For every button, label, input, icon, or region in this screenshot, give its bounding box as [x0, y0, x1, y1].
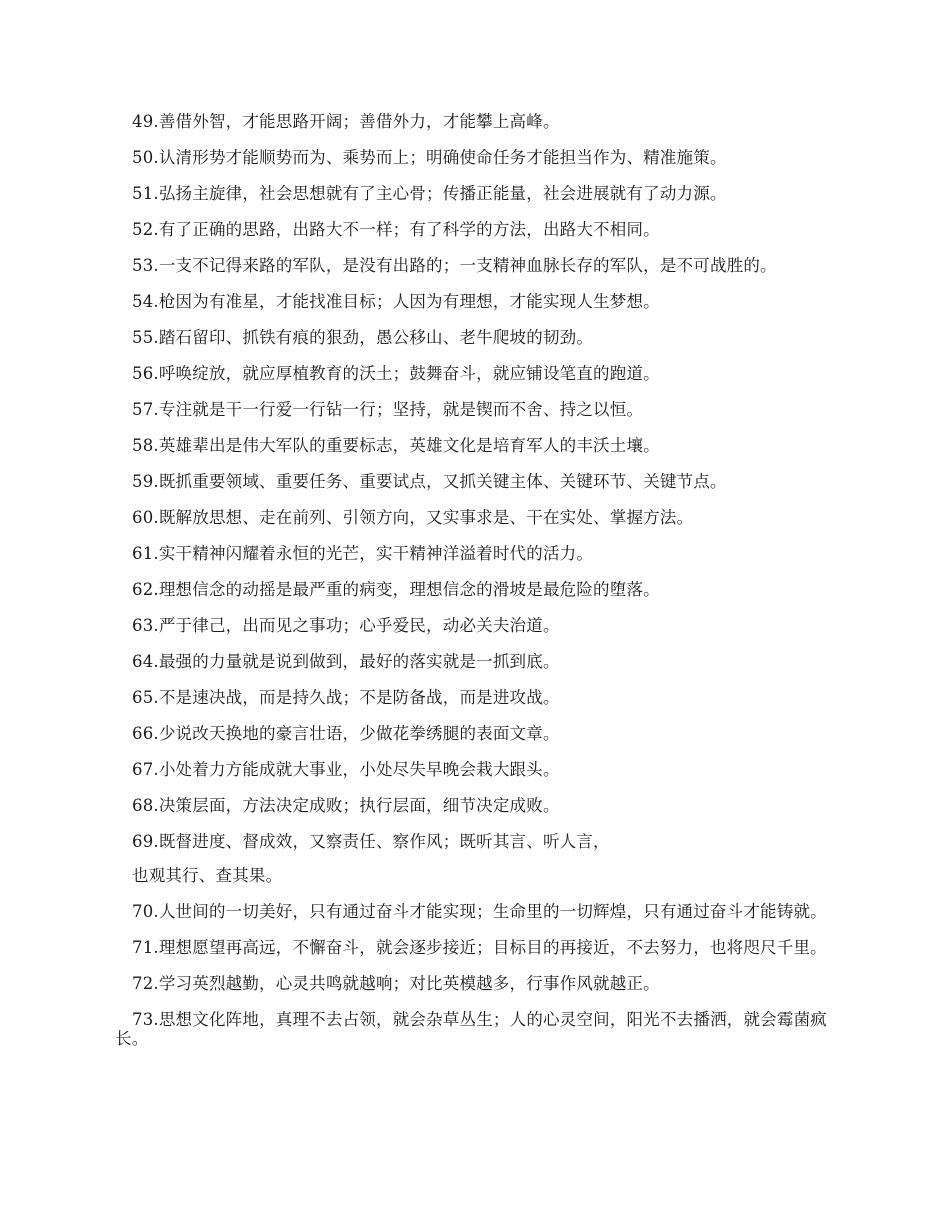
- paragraph-69-continuation: 也观其行、查其果。: [132, 866, 283, 885]
- paragraph-50: 50.认清形势才能顺势而为、乘势而上；明确使命任务才能担当作为、精准施策。: [132, 148, 727, 167]
- paragraph-51: 51.弘扬主旋律，社会思想就有了主心骨；传播正能量，社会进展就有了动力源。: [132, 184, 727, 203]
- paragraph-56: 56.呼唤绽放，就应厚植教育的沃土；鼓舞奋斗，就应铺设笔直的跑道。: [132, 364, 660, 383]
- paragraph-55: 55.踏石留印、抓铁有痕的狠劲，愚公移山、老牛爬坡的韧劲。: [132, 328, 594, 347]
- paragraph-66: 66.少说改天换地的豪言壮语，少做花拳绣腿的表面文章。: [132, 724, 560, 743]
- paragraph-72: 72.学习英烈越勤，心灵共鸣就越响；对比英模越多，行事作风就越正。: [132, 974, 660, 993]
- paragraph-67: 67.小处着力方能成就大事业，小处尽失早晚会栽大跟头。: [132, 760, 560, 779]
- paragraph-71: 71.理想愿望再高远，不懈奋斗，就会逐步接近；目标目的再接近，不去努力，也将咫尺千里。: [132, 938, 827, 957]
- paragraph-60: 60.既解放思想、走在前列、引领方向，又实事求是、干在实处、掌握方法。: [132, 508, 694, 527]
- paragraph-54: 54.枪因为有准星，才能找准目标；人因为有理想，才能实现人生梦想。: [132, 292, 660, 311]
- paragraph-61: 61.实干精神闪耀着永恒的光芒，实干精神洋溢着时代的活力。: [132, 544, 594, 563]
- paragraph-49: 49.善借外智，才能思路开阔；善借外力，才能攀上高峰。: [132, 112, 560, 131]
- paragraph-63: 63.严于律己，出而见之事功；心乎爱民，动必关夫治道。: [132, 616, 560, 635]
- paragraph-65: 65.不是速决战，而是持久战；不是防备战，而是进攻战。: [132, 688, 560, 707]
- paragraph-57: 57.专注就是干一行爱一行钻一行；坚持，就是锲而不舍、持之以恒。: [132, 400, 644, 419]
- paragraph-73: 73.思想文化阵地，真理不去占领，就会杂草丛生；人的心灵空间，阳光不去播洒，就会霉菌疯长。: [115, 1010, 827, 1048]
- paragraph-58: 58.英雄辈出是伟大军队的重要标志，英雄文化是培育军人的丰沃土壤。: [132, 436, 660, 455]
- paragraph-53: 53.一支不记得来路的军队，是没有出路的；一支精神血脉长存的军队，是不可战胜的。: [132, 256, 777, 275]
- paragraph-59: 59.既抓重要领域、重要任务、重要试点，又抓关键主体、关键环节、关键节点。: [132, 472, 727, 491]
- paragraph-64: 64.最强的力量就是说到做到，最好的落实就是一抓到底。: [132, 652, 560, 671]
- paragraph-69: 69.既督进度、督成效，又察责任、察作风；既听其言、听人言，: [132, 832, 610, 851]
- paragraph-68: 68.决策层面，方法决定成败；执行层面，细节决定成败。: [132, 796, 560, 815]
- paragraph-70: 70.人世间的一切美好，只有通过奋斗才能实现；生命里的一切辉煌，只有通过奋斗才能铸就。: [132, 902, 827, 921]
- paragraph-62: 62.理想信念的动摇是最严重的病变，理想信念的滑坡是最危险的堕落。: [132, 580, 660, 599]
- paragraph-52: 52.有了正确的思路，出路大不一样；有了科学的方法，出路大不相同。: [132, 220, 660, 239]
- document-body: [115, 112, 827, 1065]
